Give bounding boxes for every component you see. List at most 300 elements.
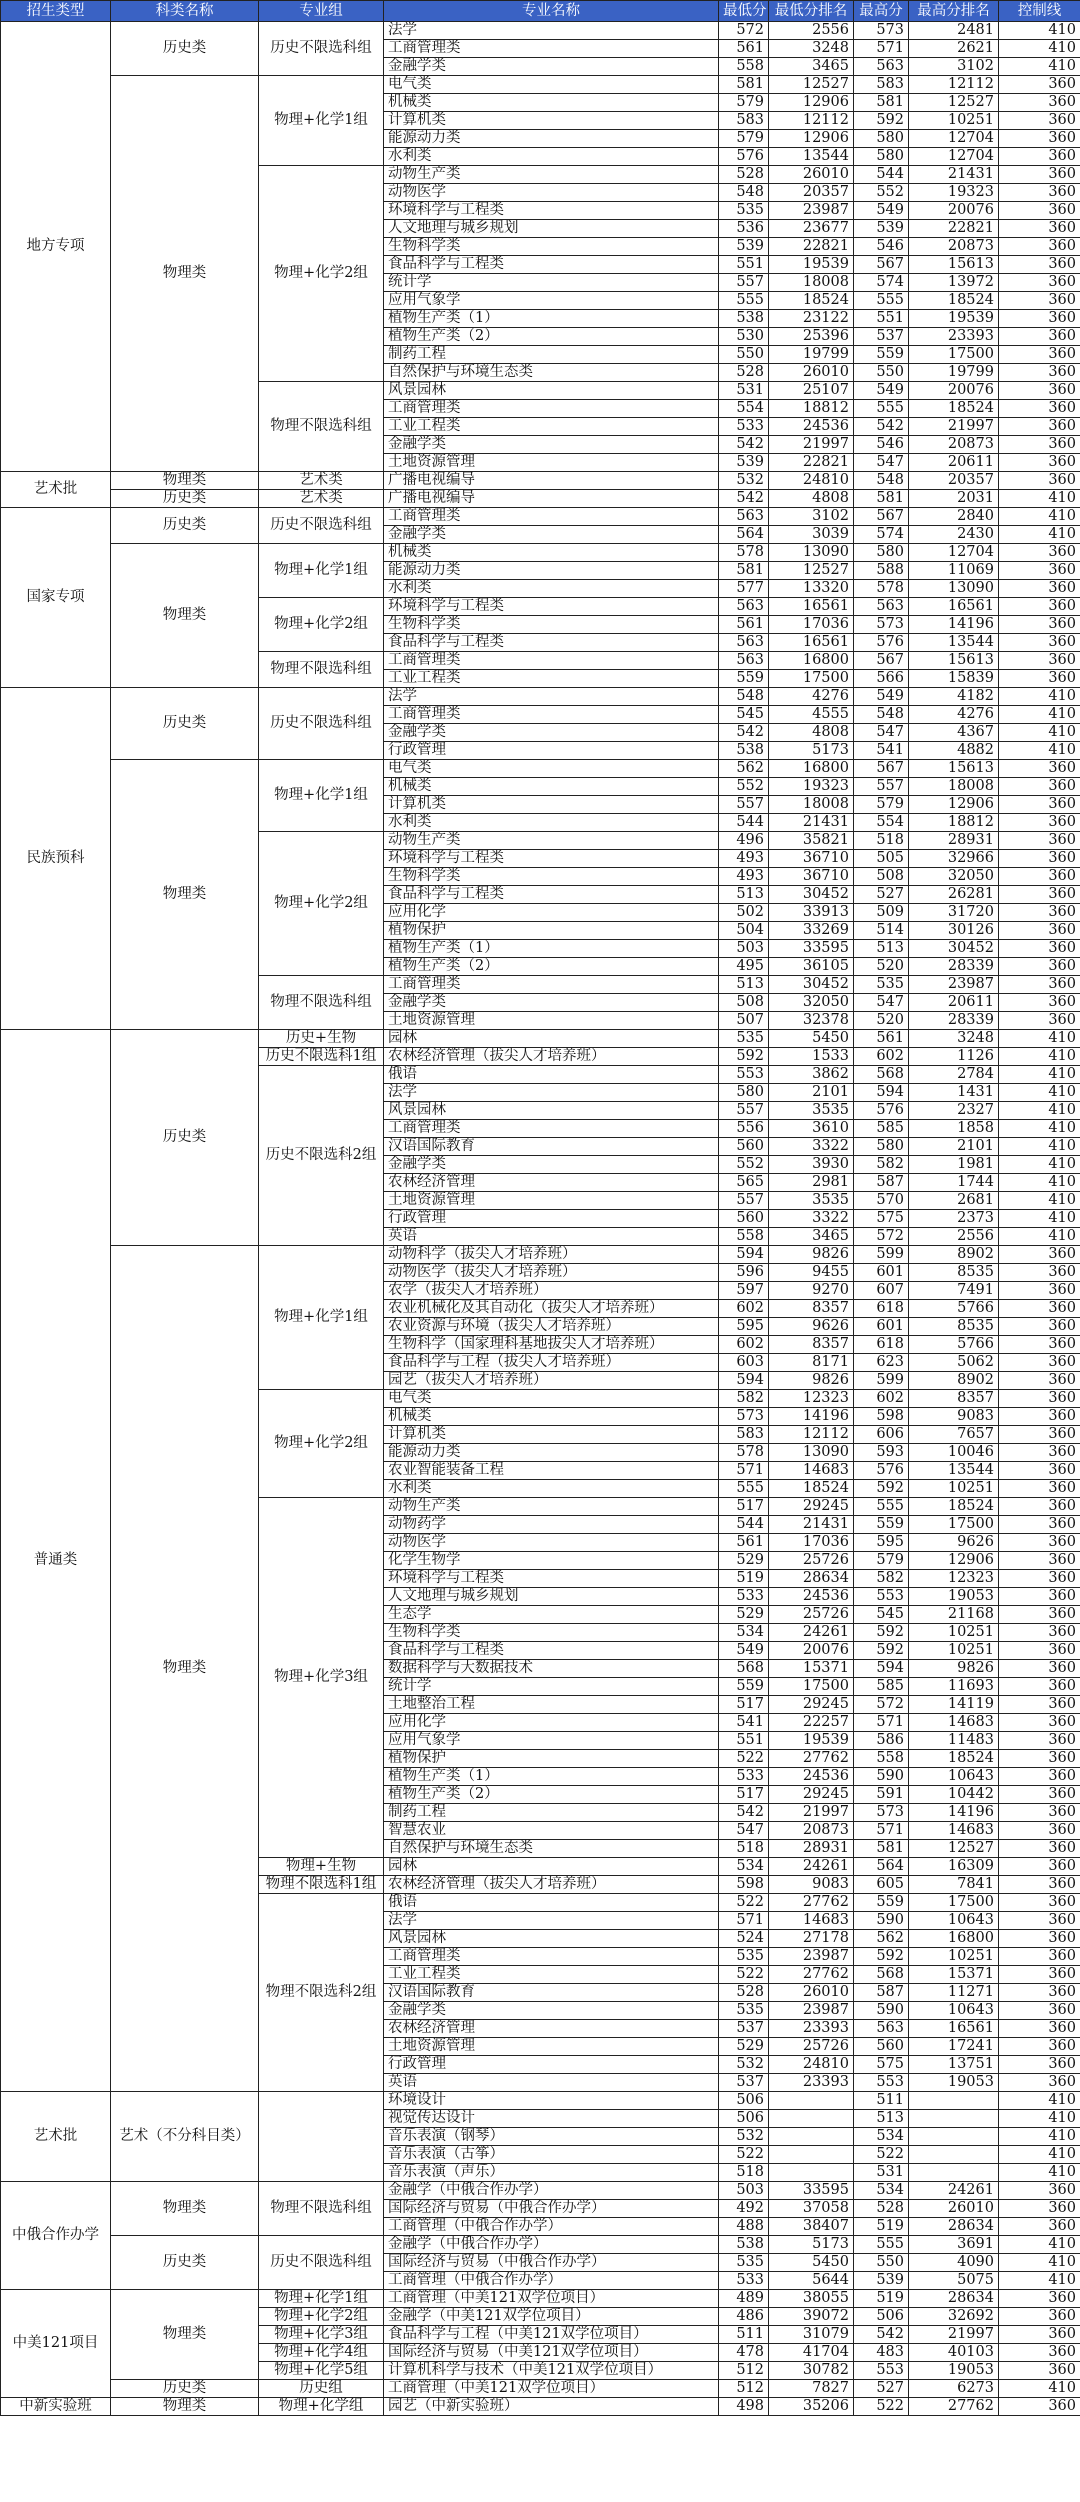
major-name-cell: 自然保护与环境生态类	[384, 1840, 719, 1858]
min-score-cell: 538	[719, 2236, 769, 2254]
major-name-cell: 动物生产类	[384, 166, 719, 184]
min-rank-cell: 9083	[769, 1876, 854, 1894]
min-score-cell: 581	[719, 562, 769, 580]
control-line-cell: 360	[999, 2182, 1080, 2200]
max-rank-cell: 28931	[909, 832, 999, 850]
max-score-cell: 542	[854, 2326, 909, 2344]
min-rank-cell: 3535	[769, 1192, 854, 1210]
max-rank-cell: 22821	[909, 220, 999, 238]
control-line-cell: 360	[999, 1678, 1080, 1696]
control-line-cell: 360	[999, 1372, 1080, 1390]
major-name-cell: 计算机类	[384, 796, 719, 814]
major-name-cell: 金融学（中俄合作办学）	[384, 2236, 719, 2254]
max-score-cell: 547	[854, 724, 909, 742]
min-rank-cell: 38407	[769, 2218, 854, 2236]
min-rank-cell: 14196	[769, 1408, 854, 1426]
min-rank-cell: 2556	[769, 22, 854, 40]
max-score-cell: 594	[854, 1660, 909, 1678]
major-name-cell: 广播电视编导	[384, 472, 719, 490]
max-score-cell: 539	[854, 220, 909, 238]
header-max-rank: 最高分排名	[909, 1, 999, 22]
max-rank-cell: 18812	[909, 814, 999, 832]
admission-type-cell: 中美121项目	[1, 2290, 111, 2398]
min-rank-cell: 37058	[769, 2200, 854, 2218]
min-score-cell: 562	[719, 760, 769, 778]
table-row	[1, 2398, 1080, 2416]
max-rank-cell: 13544	[909, 634, 999, 652]
max-score-cell: 567	[854, 760, 909, 778]
max-score-cell: 571	[854, 40, 909, 58]
min-rank-cell	[769, 2146, 854, 2164]
max-rank-cell: 11483	[909, 1732, 999, 1750]
max-score-cell: 599	[854, 1246, 909, 1264]
min-rank-cell: 21997	[769, 1804, 854, 1822]
major-name-cell: 法学	[384, 22, 719, 40]
min-score-cell: 503	[719, 2182, 769, 2200]
min-score-cell: 581	[719, 76, 769, 94]
max-rank-cell: 26010	[909, 2200, 999, 2218]
subject-category-cell: 历史类	[111, 22, 259, 76]
min-score-cell: 576	[719, 148, 769, 166]
control-line-cell: 360	[999, 1768, 1080, 1786]
min-score-cell: 602	[719, 1300, 769, 1318]
max-rank-cell: 28634	[909, 2290, 999, 2308]
min-score-cell: 522	[719, 1966, 769, 1984]
control-line-cell: 360	[999, 220, 1080, 238]
min-score-cell: 549	[719, 1642, 769, 1660]
admission-type-cell: 艺术批	[1, 472, 111, 508]
max-score-cell: 578	[854, 580, 909, 598]
max-score-cell: 580	[854, 1138, 909, 1156]
max-rank-cell: 18524	[909, 400, 999, 418]
max-rank-cell: 16309	[909, 1858, 999, 1876]
max-score-cell: 547	[854, 994, 909, 1012]
control-line-cell: 360	[999, 2056, 1080, 2074]
max-score-cell: 568	[854, 1966, 909, 1984]
control-line-cell: 360	[999, 796, 1080, 814]
major-group-cell: 物理+化学1组	[259, 544, 384, 598]
control-line-cell: 360	[999, 1750, 1080, 1768]
major-name-cell: 应用气象学	[384, 292, 719, 310]
max-score-cell: 581	[854, 490, 909, 508]
min-score-cell: 596	[719, 1264, 769, 1282]
table-body	[1, 22, 1080, 2416]
header-control-line: 控制线	[999, 1, 1080, 22]
control-line-cell: 360	[999, 2326, 1080, 2344]
major-group-cell: 物理+化学1组	[259, 760, 384, 832]
max-score-cell: 527	[854, 886, 909, 904]
min-score-cell: 535	[719, 202, 769, 220]
control-line-cell: 360	[999, 850, 1080, 868]
max-score-cell: 545	[854, 1606, 909, 1624]
control-line-cell: 410	[999, 1192, 1080, 1210]
table-row	[1, 472, 1080, 490]
min-score-cell: 547	[719, 1822, 769, 1840]
min-rank-cell: 23677	[769, 220, 854, 238]
max-score-cell: 559	[854, 346, 909, 364]
max-score-cell: 535	[854, 976, 909, 994]
max-score-cell: 513	[854, 940, 909, 958]
max-rank-cell: 5766	[909, 1300, 999, 1318]
max-rank-cell: 3248	[909, 1030, 999, 1048]
control-line-cell: 410	[999, 2254, 1080, 2272]
major-group-cell: 物理不限选科1组	[259, 1876, 384, 1894]
min-score-cell: 557	[719, 796, 769, 814]
min-rank-cell: 39072	[769, 2308, 854, 2326]
major-group-cell: 历史组	[259, 2380, 384, 2398]
major-name-cell: 水利类	[384, 148, 719, 166]
min-score-cell: 603	[719, 1354, 769, 1372]
control-line-cell: 360	[999, 1696, 1080, 1714]
control-line-cell: 360	[999, 2038, 1080, 2056]
min-rank-cell: 30452	[769, 886, 854, 904]
major-name-cell: 动物生产类	[384, 1498, 719, 1516]
control-line-cell: 360	[999, 562, 1080, 580]
min-rank-cell: 18008	[769, 796, 854, 814]
min-score-cell: 577	[719, 580, 769, 598]
min-score-cell: 579	[719, 94, 769, 112]
min-rank-cell: 5450	[769, 2254, 854, 2272]
max-rank-cell: 12906	[909, 796, 999, 814]
header-min-score: 最低分	[719, 1, 769, 22]
max-rank-cell: 1126	[909, 1048, 999, 1066]
subject-category-cell: 历史类	[111, 688, 259, 760]
max-score-cell: 593	[854, 1444, 909, 1462]
max-score-cell: 548	[854, 706, 909, 724]
max-score-cell: 555	[854, 1498, 909, 1516]
control-line-cell: 360	[999, 274, 1080, 292]
max-score-cell: 574	[854, 526, 909, 544]
control-line-cell: 360	[999, 1264, 1080, 1282]
max-score-cell: 555	[854, 400, 909, 418]
min-score-cell: 550	[719, 346, 769, 364]
major-name-cell: 工商管理类	[384, 1948, 719, 1966]
max-rank-cell: 20873	[909, 436, 999, 454]
min-rank-cell: 28634	[769, 1570, 854, 1588]
max-rank-cell: 14683	[909, 1822, 999, 1840]
control-line-cell: 410	[999, 58, 1080, 76]
max-score-cell: 546	[854, 436, 909, 454]
max-score-cell: 585	[854, 1120, 909, 1138]
max-score-cell: 570	[854, 1192, 909, 1210]
major-group-cell: 物理不限选科组	[259, 2182, 384, 2236]
control-line-cell: 360	[999, 1498, 1080, 1516]
major-name-cell: 电气类	[384, 1390, 719, 1408]
max-rank-cell: 32692	[909, 2308, 999, 2326]
major-name-cell: 工商管理类	[384, 652, 719, 670]
max-score-cell: 544	[854, 166, 909, 184]
major-name-cell: 机械类	[384, 544, 719, 562]
max-rank-cell: 21168	[909, 1606, 999, 1624]
major-group-cell: 物理+化学3组	[259, 1498, 384, 1858]
max-score-cell: 561	[854, 1030, 909, 1048]
max-score-cell: 513	[854, 2110, 909, 2128]
control-line-cell: 410	[999, 1138, 1080, 1156]
major-name-cell: 环境科学与工程类	[384, 1570, 719, 1588]
min-rank-cell: 5450	[769, 1030, 854, 1048]
min-rank-cell: 12906	[769, 130, 854, 148]
max-rank-cell: 16561	[909, 598, 999, 616]
max-rank-cell: 2681	[909, 1192, 999, 1210]
control-line-cell: 410	[999, 1066, 1080, 1084]
min-score-cell: 571	[719, 1912, 769, 1930]
major-name-cell: 植物生产类（2）	[384, 1786, 719, 1804]
max-score-cell: 605	[854, 1876, 909, 1894]
max-score-cell: 574	[854, 274, 909, 292]
max-rank-cell: 18008	[909, 778, 999, 796]
max-rank-cell: 5062	[909, 1354, 999, 1372]
major-name-cell: 园林	[384, 1030, 719, 1048]
control-line-cell: 410	[999, 1210, 1080, 1228]
min-score-cell: 524	[719, 1930, 769, 1948]
major-name-cell: 工商管理类	[384, 976, 719, 994]
max-score-cell: 567	[854, 652, 909, 670]
max-rank-cell	[909, 2146, 999, 2164]
max-score-cell: 554	[854, 814, 909, 832]
min-rank-cell: 24810	[769, 472, 854, 490]
max-score-cell: 587	[854, 1984, 909, 2002]
major-name-cell: 统计学	[384, 1678, 719, 1696]
control-line-cell: 410	[999, 2110, 1080, 2128]
major-group-cell: 物理+生物	[259, 1858, 384, 1876]
control-line-cell: 410	[999, 1174, 1080, 1192]
max-score-cell: 575	[854, 1210, 909, 1228]
min-score-cell: 572	[719, 22, 769, 40]
min-score-cell: 602	[719, 1336, 769, 1354]
control-line-cell: 410	[999, 2380, 1080, 2398]
major-group-cell: 历史不限选科1组	[259, 1048, 384, 1066]
max-score-cell: 549	[854, 688, 909, 706]
major-group-cell: 物理+化学2组	[259, 832, 384, 976]
min-rank-cell: 2101	[769, 1084, 854, 1102]
max-rank-cell: 31720	[909, 904, 999, 922]
major-group-cell: 物理+化学1组	[259, 2290, 384, 2308]
min-score-cell: 573	[719, 1408, 769, 1426]
major-name-cell: 制药工程	[384, 1804, 719, 1822]
control-line-cell: 410	[999, 1030, 1080, 1048]
min-score-cell: 548	[719, 688, 769, 706]
control-line-cell: 360	[999, 1966, 1080, 1984]
major-name-cell: 动物医学（拔尖人才培养班）	[384, 1264, 719, 1282]
min-rank-cell: 3039	[769, 526, 854, 544]
max-rank-cell: 19053	[909, 2362, 999, 2380]
major-group-cell: 物理+化学2组	[259, 1390, 384, 1498]
max-score-cell: 618	[854, 1336, 909, 1354]
control-line-cell: 360	[999, 2218, 1080, 2236]
min-rank-cell: 16561	[769, 634, 854, 652]
min-rank-cell: 9626	[769, 1318, 854, 1336]
min-rank-cell: 12527	[769, 562, 854, 580]
max-score-cell: 534	[854, 2182, 909, 2200]
max-score-cell: 546	[854, 238, 909, 256]
min-rank-cell: 33913	[769, 904, 854, 922]
min-rank-cell: 17036	[769, 616, 854, 634]
min-score-cell: 535	[719, 1948, 769, 1966]
major-name-cell: 水利类	[384, 580, 719, 598]
max-rank-cell: 20873	[909, 238, 999, 256]
table-row	[1, 2092, 1080, 2110]
subject-category-cell: 历史类	[111, 1030, 259, 1246]
max-score-cell: 592	[854, 1480, 909, 1498]
min-rank-cell: 3322	[769, 1210, 854, 1228]
max-rank-cell: 1431	[909, 1084, 999, 1102]
min-rank-cell: 13090	[769, 544, 854, 562]
max-rank-cell: 3102	[909, 58, 999, 76]
control-line-cell: 360	[999, 112, 1080, 130]
major-name-cell: 金融学（中美121双学位项目）	[384, 2308, 719, 2326]
control-line-cell: 360	[999, 1588, 1080, 1606]
control-line-cell: 360	[999, 778, 1080, 796]
min-rank-cell: 13544	[769, 148, 854, 166]
major-name-cell: 食品科学与工程类	[384, 1642, 719, 1660]
max-score-cell: 599	[854, 1372, 909, 1390]
min-score-cell: 553	[719, 1066, 769, 1084]
min-score-cell: 511	[719, 2326, 769, 2344]
major-name-cell: 农林经济管理（拔尖人才培养班）	[384, 1048, 719, 1066]
max-score-cell: 581	[854, 94, 909, 112]
max-score-cell: 579	[854, 1552, 909, 1570]
control-line-cell: 410	[999, 1156, 1080, 1174]
control-line-cell: 360	[999, 1282, 1080, 1300]
min-score-cell: 486	[719, 2308, 769, 2326]
max-score-cell: 587	[854, 1174, 909, 1192]
min-rank-cell: 25107	[769, 382, 854, 400]
subject-category-cell: 物理类	[111, 76, 259, 472]
max-rank-cell: 28339	[909, 1012, 999, 1030]
max-score-cell: 531	[854, 2164, 909, 2182]
min-score-cell: 537	[719, 2074, 769, 2092]
major-name-cell: 生物科学（国家理科基地拔尖人才培养班）	[384, 1336, 719, 1354]
min-rank-cell: 19539	[769, 1732, 854, 1750]
major-group-cell: 物理+化学4组	[259, 2344, 384, 2362]
max-score-cell: 573	[854, 616, 909, 634]
max-rank-cell: 5766	[909, 1336, 999, 1354]
max-score-cell: 576	[854, 634, 909, 652]
major-group-cell: 物理不限选科组	[259, 976, 384, 1030]
max-score-cell: 528	[854, 2200, 909, 2218]
max-score-cell: 573	[854, 22, 909, 40]
control-line-cell: 360	[999, 76, 1080, 94]
control-line-cell: 410	[999, 526, 1080, 544]
major-name-cell: 土地整治工程	[384, 1696, 719, 1714]
max-rank-cell: 26281	[909, 886, 999, 904]
major-name-cell: 俄语	[384, 1894, 719, 1912]
max-rank-cell: 9826	[909, 1660, 999, 1678]
major-name-cell: 视觉传达设计	[384, 2110, 719, 2128]
max-rank-cell: 24261	[909, 2182, 999, 2200]
major-name-cell: 汉语国际教育	[384, 1984, 719, 2002]
subject-category-cell: 物理类	[111, 472, 259, 490]
max-rank-cell: 8902	[909, 1246, 999, 1264]
min-rank-cell: 21997	[769, 436, 854, 454]
major-name-cell: 音乐表演（钢琴）	[384, 2128, 719, 2146]
max-rank-cell: 2327	[909, 1102, 999, 1120]
control-line-cell: 360	[999, 670, 1080, 688]
min-score-cell: 508	[719, 994, 769, 1012]
major-name-cell: 金融学类	[384, 2002, 719, 2020]
min-score-cell: 517	[719, 1498, 769, 1516]
min-score-cell: 563	[719, 634, 769, 652]
major-name-cell: 土地资源管理	[384, 454, 719, 472]
header-major-group: 专业组	[259, 1, 384, 22]
max-score-cell: 602	[854, 1390, 909, 1408]
major-name-cell: 环境科学与工程类	[384, 850, 719, 868]
control-line-cell: 360	[999, 346, 1080, 364]
min-rank-cell: 24261	[769, 1624, 854, 1642]
max-score-cell: 591	[854, 1786, 909, 1804]
subject-category-cell: 历史类	[111, 2236, 259, 2290]
major-name-cell: 法学	[384, 1912, 719, 1930]
control-line-cell: 410	[999, 706, 1080, 724]
max-score-cell: 552	[854, 184, 909, 202]
min-score-cell: 544	[719, 1516, 769, 1534]
major-name-cell: 食品科学与工程（中美121双学位项目）	[384, 2326, 719, 2344]
max-rank-cell: 16561	[909, 2020, 999, 2038]
min-rank-cell: 33595	[769, 2182, 854, 2200]
min-score-cell: 545	[719, 706, 769, 724]
max-rank-cell: 12704	[909, 544, 999, 562]
control-line-cell: 360	[999, 1552, 1080, 1570]
control-line-cell: 360	[999, 292, 1080, 310]
major-name-cell: 计算机类	[384, 1426, 719, 1444]
control-line-cell: 360	[999, 580, 1080, 598]
major-name-cell: 英语	[384, 2074, 719, 2092]
min-score-cell: 495	[719, 958, 769, 976]
max-rank-cell: 12527	[909, 1840, 999, 1858]
max-score-cell: 607	[854, 1282, 909, 1300]
max-score-cell: 509	[854, 904, 909, 922]
max-rank-cell	[909, 2128, 999, 2146]
control-line-cell: 410	[999, 1084, 1080, 1102]
subject-category-cell: 物理类	[111, 544, 259, 688]
min-rank-cell: 9826	[769, 1246, 854, 1264]
control-line-cell: 360	[999, 1858, 1080, 1876]
max-rank-cell: 28339	[909, 958, 999, 976]
max-score-cell: 576	[854, 1462, 909, 1480]
control-line-cell: 360	[999, 1606, 1080, 1624]
header-major-name: 专业名称	[384, 1, 719, 22]
table-row	[1, 1030, 1080, 1048]
max-score-cell: 572	[854, 1696, 909, 1714]
max-score-cell: 573	[854, 1804, 909, 1822]
max-score-cell: 534	[854, 2128, 909, 2146]
control-line-cell: 360	[999, 1714, 1080, 1732]
min-rank-cell: 3465	[769, 1228, 854, 1246]
table-header	[1, 1, 1080, 22]
subject-category-cell: 艺术（不分科目类）	[111, 2092, 259, 2182]
min-score-cell: 542	[719, 724, 769, 742]
min-rank-cell: 18524	[769, 292, 854, 310]
control-line-cell: 360	[999, 2344, 1080, 2362]
control-line-cell: 360	[999, 256, 1080, 274]
max-rank-cell: 12704	[909, 130, 999, 148]
control-line-cell: 360	[999, 2290, 1080, 2308]
major-name-cell: 工商管理类	[384, 706, 719, 724]
subject-category-cell: 物理类	[111, 1246, 259, 2092]
min-score-cell: 557	[719, 1102, 769, 1120]
control-line-cell: 360	[999, 2200, 1080, 2218]
major-name-cell: 园林	[384, 1858, 719, 1876]
major-name-cell: 金融学类	[384, 436, 719, 454]
max-rank-cell	[909, 2092, 999, 2110]
control-line-cell: 410	[999, 508, 1080, 526]
control-line-cell: 410	[999, 1048, 1080, 1066]
min-rank-cell: 12527	[769, 76, 854, 94]
min-score-cell: 533	[719, 2272, 769, 2290]
min-score-cell: 493	[719, 868, 769, 886]
major-group-cell: 历史不限选科组	[259, 2236, 384, 2290]
max-score-cell: 595	[854, 1534, 909, 1552]
